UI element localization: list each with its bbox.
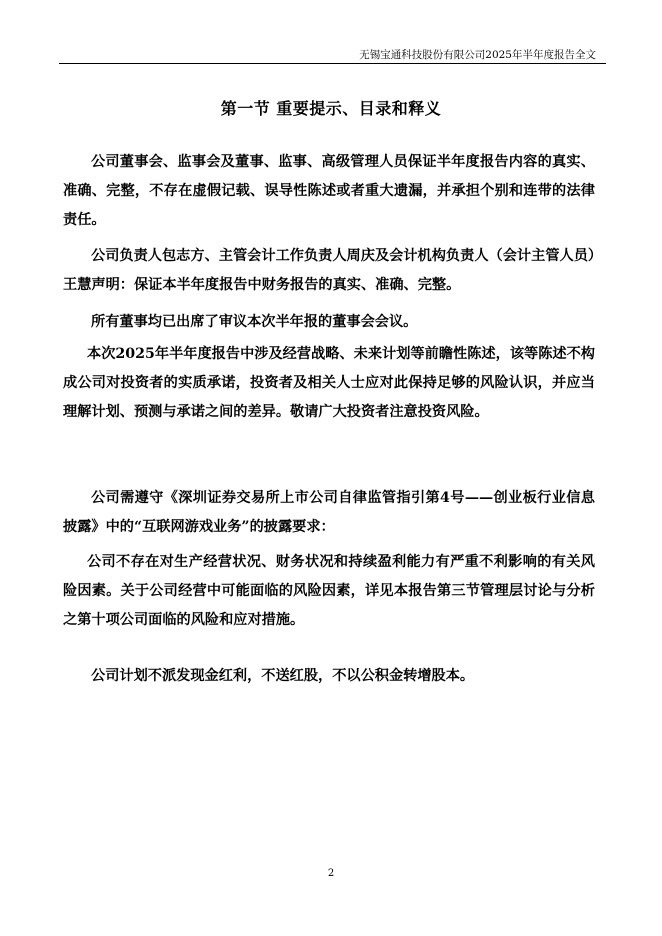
section-title: 第一节 重要提示、目录和释义 [220, 99, 442, 118]
paragraph-risk-factors: 公司不存在对生产经营状况、财务状况和持续盈利能力有严重不利影响的有关风险因素。关于公司经营中可能面临的风险因素，详见本报告第三节管理层讨论与分析之第十项公司面临的风险和应对措施。 [63, 554, 595, 628]
paragraph-dividend-plan: 公司计划不派发现金红利，不送红股，不以公积金转增股本。 [91, 668, 475, 684]
paragraph-responsible-persons-statement: 公司负责人包志方、主管会计工作负责人周庆及会计机构负责人（会计主管人员）王慧声明：保证本半年度报告中财务报告的真实、准确、完整。 [63, 248, 595, 293]
running-header: 无锡宝通科技股份有限公司2025年半年度报告全文 [359, 49, 596, 61]
paragraph-directors-attendance: 所有董事均已出席了审议本次半年报的董事会会议。 [91, 314, 418, 330]
paragraph-board-guarantee: 公司董事会、监事会及董事、监事、高级管理人员保证半年度报告内容的真实、准确、完整，不存在虚假记载、误导性陈述或者重大遗漏，并承担个别和连带的法律责任。 [63, 154, 595, 228]
page-number: 2 [327, 868, 335, 879]
paragraph-forward-looking-statement: 本次2025年半年度报告中涉及经营战略、未来计划等前瞻性陈述，该等陈述不构成公司对投资者的实质承诺，投资者及相关人士应对此保持足够的风险认识，并应当理解计划、预测与承诺之间的差异。敬请广大投资者注意投资风险。 [63, 346, 595, 420]
paragraph-disclosure-requirement: 公司需遵守《深圳证券交易所上市公司自律监管指引第4号——创业板行业信息披露》中的“互联网游戏业务”的披露要求： [63, 490, 595, 535]
header-divider [59, 63, 606, 64]
